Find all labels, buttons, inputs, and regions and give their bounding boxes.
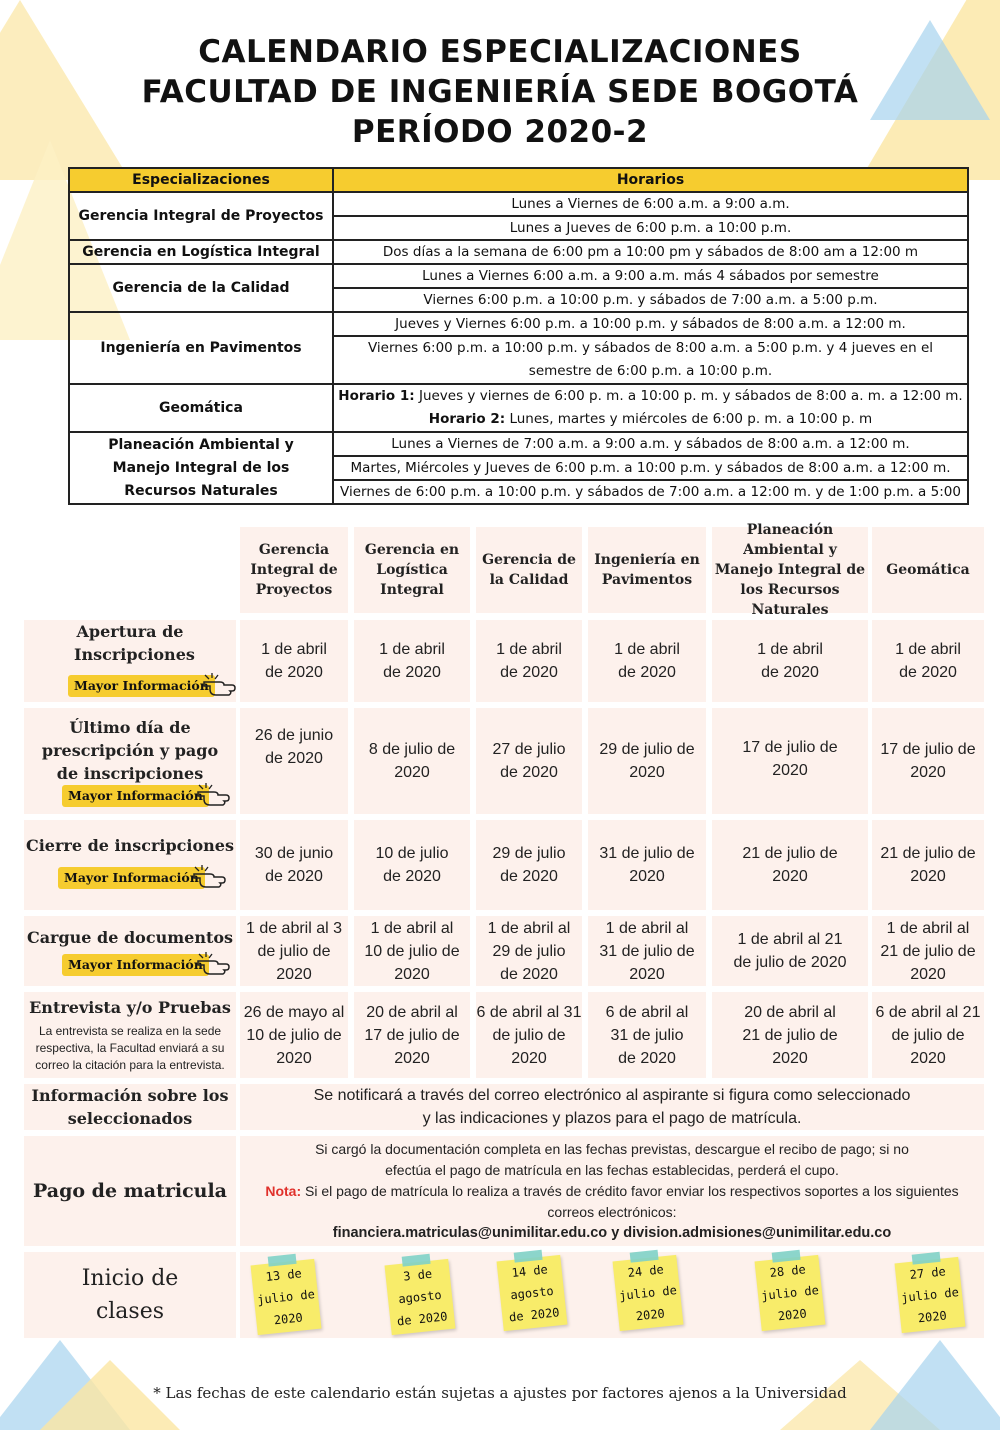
- title-line-2: FACULTAD DE INGENIERÍA SEDE BOGOTÁ: [141, 74, 859, 110]
- more-info-button[interactable]: Mayor Información: [58, 867, 205, 889]
- date-cell: 1 de abril de 2020: [712, 620, 868, 702]
- date-cell: 1 de abril al 21 de julio de 2020: [872, 916, 984, 986]
- schedule-cell: Lunes a Viernes de 6:00 a.m. a 9:00 a.m.: [333, 192, 968, 216]
- date-cell: 6 de abril al 21 de julio de 2020: [872, 992, 984, 1078]
- start-date: 13 de julio de 2020: [256, 1266, 316, 1328]
- date-cell: 31 de julio de 2020: [588, 820, 706, 910]
- row-label-text: Entrevista y/o Pruebas: [29, 998, 231, 1017]
- sticky-note: [755, 1255, 826, 1331]
- date-cell: 1 de abril de 2020: [588, 620, 706, 702]
- pago-nota: [248, 1181, 976, 1223]
- sticky-note: [251, 1259, 322, 1335]
- date-cell: 20 de abril al 21 de julio de 2020: [712, 992, 868, 1078]
- calendar-column-header: Gerencia Integral de Proyectos: [240, 527, 348, 613]
- schedule-cell: Viernes 6:00 p.m. a 10:00 p.m. y sábados de 7:00 a.m. a 5:00 p.m.: [333, 288, 968, 312]
- start-date: 28 de julio de 2020: [760, 1262, 820, 1324]
- row-label-text: Inicio de clases: [81, 1266, 179, 1324]
- pago-text: Si cargó la documentación completa en las fechas previstas, descargue el recibo de pago; si no efectúa el pago de matrícula en las fechas establecidas, perderá el cupo.: [315, 1140, 909, 1178]
- row-label-text: Cargue de documentos: [26, 928, 234, 947]
- date-cell: 27 de julio de 2020: [476, 708, 582, 814]
- date-cell: 1 de abril al 31 de julio de 2020: [588, 916, 706, 986]
- geo-h1-label: Horario 1:: [338, 388, 415, 404]
- geo-h1-text: Jueves y viernes de 6:00 p. m. a 10:00 p. m. y sábados de 8:00 a. m. a 12:00 m.: [418, 388, 963, 404]
- date-cell: 1 de abril de 2020: [240, 620, 348, 702]
- row-label-text: Información sobre los seleccionados: [31, 1086, 229, 1128]
- program-name: Gerencia Integral de Proyectos: [69, 192, 333, 240]
- schedule-header-row: [69, 168, 968, 192]
- schedule-cell: Martes, Miércoles y Jueves de 6:00 p.m. a 10:00 p.m. y sábados de 8:00 a.m. a 12:00 m.: [333, 456, 968, 480]
- row-label-text: Apertura de Inscripciones: [74, 622, 195, 664]
- date-cell: 10 de julio de 2020: [354, 820, 470, 910]
- schedule-row: [69, 312, 968, 336]
- more-info-button[interactable]: Mayor Información: [68, 675, 215, 697]
- row-label-entrevista: [24, 992, 236, 1078]
- program-name: Gerencia en Logística Integral: [69, 240, 333, 264]
- schedule-cell: [333, 384, 968, 432]
- geo-horario-1: [338, 385, 963, 408]
- geo-h2-text: Lunes, martes y miércoles de 6:00 p. m. a 10:00 p. m: [509, 411, 873, 427]
- entrevista-note: La entrevista se realiza en la sede respectiva, la Facultad enviará a su correo la citación para la entrevista.: [35, 1024, 225, 1072]
- row-label-text: Último día de prescripción y pago de inscripciones: [41, 718, 219, 783]
- program-name: Planeación Ambiental y Manejo Integral de los Recursos Naturales: [69, 432, 333, 504]
- date-cell: 6 de abril al 31 de julio de 2020: [588, 992, 706, 1078]
- date-cell: 1 de abril al 21 de julio de 2020: [712, 916, 868, 986]
- start-date: 14 de agosto de 2020: [508, 1262, 561, 1325]
- geo-h2-label: Horario 2:: [428, 411, 506, 427]
- nota-text: Si el pago de matrícula lo realiza a través de crédito favor enviar los respectivos soportes a los siguientes correos electrónicos:: [305, 1182, 959, 1220]
- pointing-hand-icon: [202, 672, 236, 698]
- date-cell: 29 de julio de 2020: [476, 820, 582, 910]
- date-cell: 21 de julio de 2020: [712, 820, 868, 910]
- date-cell: 8 de julio de 2020: [354, 708, 470, 814]
- date-cell: 1 de abril de 2020: [872, 620, 984, 702]
- date-cell: 1 de abril al 29 de julio de 2020: [476, 916, 582, 986]
- date-cell: 21 de julio de 2020: [872, 820, 984, 910]
- schedule-cell: Jueves y Viernes 6:00 p.m. a 10:00 p.m. y sábados de 8:00 a.m. a 12:00 m.: [333, 312, 968, 336]
- schedule-row: [69, 240, 968, 264]
- sticky-note: [613, 1255, 684, 1331]
- seleccionados-text: Se notificará a través del correo electrónico al aspirante si figura como seleccionado y las indicaciones y plazos para el pago de matrícula.: [240, 1084, 984, 1130]
- pago-info: [240, 1136, 984, 1246]
- calendar-column-header: Gerencia en Logística Integral: [354, 527, 470, 613]
- sticky-note: [895, 1257, 966, 1333]
- header-especializaciones: Especializaciones: [69, 168, 333, 192]
- geo-horario-2: [338, 408, 963, 431]
- start-date: 24 de julio de 2020: [618, 1262, 678, 1324]
- program-name: Gerencia de la Calidad: [69, 264, 333, 312]
- date-cell: 26 de junio de 2020: [240, 708, 348, 814]
- pointing-hand-icon: [196, 951, 230, 977]
- title-line-3: PERÍODO 2020-2: [351, 114, 649, 150]
- program-name: Ingeniería en Pavimentos: [69, 312, 333, 384]
- sticky-note: [497, 1255, 568, 1331]
- schedule-cell: Lunes a Viernes de 7:00 a.m. a 9:00 a.m. y sábados de 8:00 a.m. a 12:00 m.: [333, 432, 968, 456]
- page-title: [0, 32, 1000, 152]
- schedule-cell: Lunes a Jueves de 6:00 p.m. a 10:00 p.m.: [333, 216, 968, 240]
- pago-emails: financiera.matriculas@unimilitar.edu.co y division.admisiones@unimilitar.edu.co: [332, 1224, 892, 1241]
- start-date: 3 de agosto de 2020: [396, 1266, 449, 1329]
- title-line-1: CALENDARIO ESPECIALIZACIONES: [198, 34, 802, 70]
- date-cell: 1 de abril de 2020: [476, 620, 582, 702]
- date-cell: 6 de abril al 31 de julio de 2020: [476, 992, 582, 1078]
- calendar-column-header: Planeación Ambiental y Manejo Integral de los Recursos Naturales: [712, 527, 868, 613]
- date-cell: 26 de mayo al 10 de julio de 2020: [240, 992, 348, 1078]
- calendar-column-header: Gerencia de la Calidad: [476, 527, 582, 613]
- date-cell: 17 de julio de 2020: [712, 708, 868, 814]
- date-cell: 20 de abril al 17 de julio de 2020: [354, 992, 470, 1078]
- schedule-cell: Lunes a Viernes 6:00 a.m. a 9:00 a.m. más 4 sábados por semestre: [333, 264, 968, 288]
- schedule-row: [69, 384, 968, 432]
- row-label-pago: [24, 1136, 236, 1246]
- date-cell: 1 de abril al 10 de julio de 2020: [354, 916, 470, 986]
- schedule-row: [69, 192, 968, 216]
- schedule-cell: Dos días a la semana de 6:00 pm a 10:00 pm y sábados de 8:00 am a 12:00 m: [333, 240, 968, 264]
- pointing-hand-icon: [192, 864, 226, 890]
- schedule-row: [69, 432, 968, 456]
- calendar-column-header: Ingeniería en Pavimentos: [588, 527, 706, 613]
- start-date: 27 de julio de 2020: [900, 1264, 960, 1326]
- pointing-hand-icon: [196, 782, 230, 808]
- footer-note: * Las fechas de este calendario están sujetas a ajustes por factores ajenos a la Universidad: [153, 1384, 847, 1402]
- schedule-cell: Viernes de 6:00 p.m. a 10:00 p.m. y sábados de 7:00 a.m. a 12:00 m. y de 1:00 p.m. a 5:00: [333, 480, 968, 504]
- row-label-seleccionados: [24, 1084, 236, 1130]
- row-label-text: Cierre de inscripciones: [25, 836, 234, 855]
- date-cell: 1 de abril al 3 de julio de 2020: [240, 916, 348, 986]
- program-name: Geomática: [69, 384, 333, 432]
- row-label-text: Pago de matricula: [33, 1179, 227, 1202]
- date-cell: 17 de julio de 2020: [872, 708, 984, 814]
- header-horarios: Horarios: [333, 168, 968, 192]
- date-cell: 1 de abril de 2020: [354, 620, 470, 702]
- nota-label: Nota:: [265, 1182, 302, 1199]
- more-info-button[interactable]: Mayor Información: [62, 954, 209, 976]
- calendar-column-header: Geomática: [872, 527, 984, 613]
- schedule-table: [68, 167, 969, 505]
- date-cell: 30 de junio de 2020: [240, 820, 348, 910]
- sticky-note: [385, 1259, 456, 1335]
- row-label-inicio: [24, 1252, 236, 1338]
- date-cell: 29 de julio de 2020: [588, 708, 706, 814]
- more-info-button[interactable]: Mayor Información: [62, 785, 209, 807]
- schedule-cell: Viernes 6:00 p.m. a 10:00 p.m. y sábados de 8:00 a.m. a 5:00 p.m. y 4 jueves en el semestre de 6:00 p.m. a 10:00 p.m.: [333, 336, 968, 384]
- schedule-row: [69, 264, 968, 288]
